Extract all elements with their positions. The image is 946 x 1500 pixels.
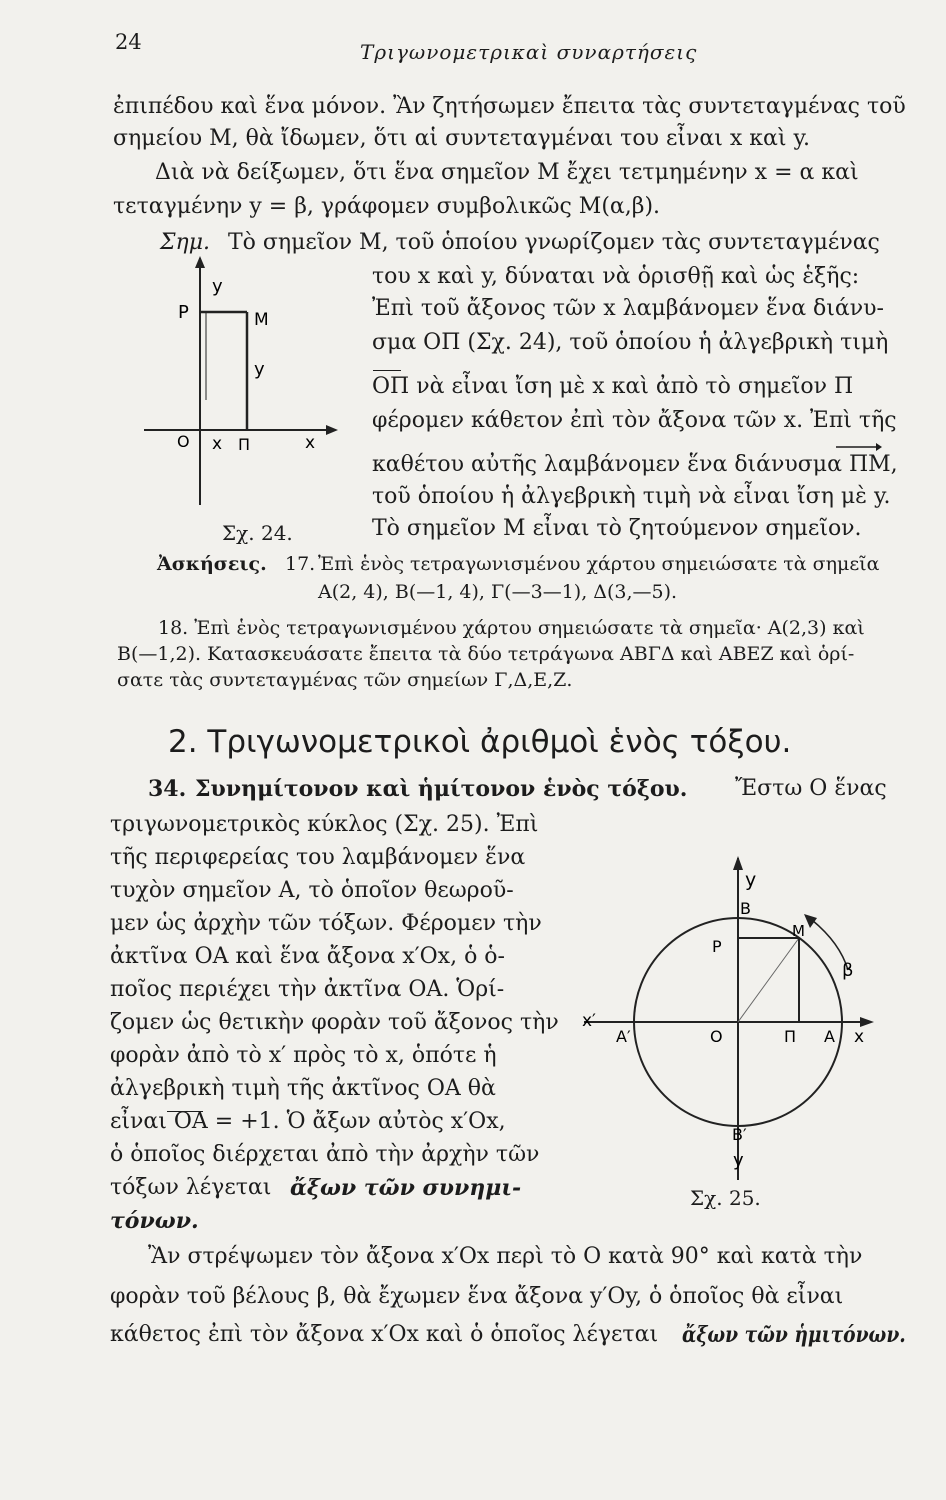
text-line: σημείου Μ, θὰ ἴδωμεν, ὅτι αἱ συντεταγμέναι του εἶναι x καὶ y. (113, 126, 810, 151)
note-first-line: Τὸ σημεῖον Μ, τοῦ ὁποίου γνωρίζομεν τὰς συντεταγμένας (228, 230, 880, 255)
text-line: ἀκτῖνα ΟΑ καὶ ἕνα ἄξονα x′Οx, ὁ ὁ- (110, 944, 505, 969)
text-line: Διὰ νὰ δείξωμεν, ὅτι ἕνα σημεῖον Μ ἔχει τετμημένην x = α καὶ (155, 160, 859, 185)
fig24-label-x-axis: x (305, 433, 316, 453)
text-line: φέρομεν κάθετον ἐπὶ τὸν ἄξονα τῶν x. Ἐπὶ τῆς (372, 408, 897, 433)
fig25-label-beta: β (842, 960, 854, 981)
running-title: Τριγωνομετρικαὶ συναρτήσεις (360, 40, 698, 64)
fig25-label-Pi: Π (784, 1027, 797, 1046)
fig25-label-O: O (710, 1027, 723, 1046)
note-label: Σημ. (160, 230, 211, 255)
text-line: ὁ ὁποῖος διέρχεται ἀπὸ τὴν ἀρχὴν τῶν (110, 1142, 540, 1167)
overline-op (373, 370, 401, 371)
text-line: τῆς περιφερείας του λαμβάνομεν ἕνα (110, 845, 526, 870)
fig25-label-y: y (745, 869, 757, 891)
axis-name-cosines: ἄξων τῶν συνημι- (290, 1175, 522, 1201)
fig25-label-B-prime: B′ (732, 1125, 747, 1144)
fig25-label-x: x (854, 1027, 865, 1047)
closing-line: Ἂν στρέψωμεν τὸν ἄξονα x′Οx περὶ τὸ Ο κατὰ 90° καὶ κατὰ τὴν (148, 1244, 863, 1269)
fig25-label-P: P (712, 937, 722, 956)
exercise-18-line: 18. Ἐπὶ ἑνὸς τετραγωνισμένου χάρτου σημειώσατε τὰ σημεῖα· Α(2,3) καὶ (158, 617, 865, 639)
text-line: τριγωνομετρικὸς κύκλος (Σχ. 25). Ἐπὶ (110, 812, 539, 837)
text-line: του x καὶ y, δύναται νὰ ὁρισθῇ καὶ ὡς ἑξῆς: (372, 264, 860, 289)
fig24-label-Pi: Π (238, 435, 251, 454)
text-line: μεν ὡς ἀρχὴν τῶν τόξων. Φέρομεν τὴν (110, 911, 542, 936)
overline-oa (167, 1111, 203, 1112)
fig25-label-x-prime: x′ (582, 1011, 596, 1031)
page-number: 24 (115, 30, 142, 54)
fig24-y-arrow (195, 256, 205, 268)
text-line: εἶναι ΟΑ = +1. Ὁ ἄξων αὐτὸς x′Οx, (110, 1109, 506, 1134)
exercise-17-text: Ἐπὶ ἑνὸς τετραγωνισμένου χάρτου σημειώσατε τὰ σημεῖα (318, 553, 880, 575)
fig25-label-M: M (792, 922, 805, 940)
fig24-label-O: O (177, 432, 190, 451)
vector-arrow-pm (832, 438, 882, 452)
axis-name-end: τόνων. (110, 1208, 199, 1234)
fig25-x-arrow (860, 1017, 874, 1027)
exercise-17-points: Α(2, 4), Β(—1, 4), Γ(—3—1), Δ(3,—5). (318, 581, 678, 603)
text-line: ζομεν ὡς θετικὴν φορὰν τοῦ ἄξονος τὴν (110, 1010, 559, 1035)
text-line: ἀλγεβρικὴ τιμὴ τῆς ἀκτῖνος ΟΑ θὰ (110, 1076, 496, 1101)
text-line: Ἐπὶ τοῦ ἄξονος τῶν x λαμβάνομεν ἕνα διάνυ- (372, 296, 884, 321)
axis-line-start: τόξων λέγεται (110, 1175, 272, 1200)
text-line: καθέτου αὐτῆς λαμβάνομεν ἕνα διάνυσμα ΠΜ, (372, 452, 898, 477)
text-line: ποῖος περιέχει τὴν ἀκτῖνα ΟΑ. Ὁρί- (110, 977, 505, 1002)
text-line: τεταγμένην y = β, γράφομεν συμβολικῶς Μ(α,β). (113, 194, 661, 219)
fig25-label-A: A (824, 1027, 835, 1046)
text-line: ἐπιπέδου καὶ ἕνα μόνον. Ἂν ζητήσωμεν ἔπειτα τὰς συντεταγμένας τοῦ (113, 94, 906, 119)
fig24-x-arrow (326, 425, 338, 435)
text-line: ΟΠ νὰ εἶναι ἴση μὲ x καὶ ἀπὸ τὸ σημεῖον Π (372, 374, 854, 399)
text-line: φορὰν ἀπὸ τὸ x′ πρὸς τὸ x, ὁπότε ἡ (110, 1043, 497, 1068)
text-line: σμα ΟΠ (Σχ. 24), τοῦ ὁποίου ἡ ἀλγεβρικὴ τιμὴ (372, 330, 889, 355)
fig25-y-arrow (733, 856, 743, 870)
fig25-radius-om (738, 938, 799, 1022)
fig24-label-P: P (178, 302, 189, 323)
article-title: Συνημίτονον καὶ ἡμίτονον ἑνὸς τόξου. (195, 776, 688, 802)
text-line: τοῦ ὁποίου ἡ ἀλγεβρικὴ τιμὴ νὰ εἶναι ἴση μὲ y. (372, 484, 891, 509)
article-number: 34. (148, 776, 187, 802)
exercise-18-line: Β(—1,2). Κατασκευάσατε ἔπειτα τὰ δύο τετράγωνα ΑΒΓΔ καὶ ΑΒΕΖ καὶ ὁρί- (117, 643, 855, 665)
section-title: 2. Τριγωνομετρικοὶ ἀριθμοὶ ἑνὸς τόξου. (168, 724, 792, 760)
fig25-label-B: B (740, 899, 751, 918)
figure-25 (572, 848, 882, 1208)
final-line-start: κάθετος ἐπὶ τὸν ἄξονα x′Οx καὶ ὁ ὁποῖος λέγεται (110, 1322, 659, 1347)
exercises-label: Ἀσκήσεις. (157, 553, 267, 575)
fig25-arc-arrowhead (804, 914, 817, 928)
fig24-label-x-segment: x (212, 434, 223, 454)
axis-name-sines: ἄξων τῶν ἡμιτόνων. (682, 1322, 906, 1348)
figure-24 (140, 250, 350, 510)
fig25-caption: Σχ. 25. (690, 1186, 761, 1210)
text-line: Τὸ σημεῖον Μ εἶναι τὸ ζητούμενον σημεῖον. (372, 516, 862, 541)
closing-line: φορὰν τοῦ βέλους β, θὰ ἔχωμεν ἕνα ἄξονα y′Οy, ὁ ὁποῖος θὰ εἶναι (110, 1284, 844, 1309)
fig24-label-y-segment: y (254, 359, 265, 380)
fig25-label-y-prime: y (733, 1150, 744, 1171)
fig24-label-y-axis: y (212, 276, 223, 297)
fig25-label-A-prime: A′ (616, 1027, 631, 1046)
fig24-label-M: M (254, 310, 269, 330)
article-first-line-rest: Ἔστω Ο ἕνας (735, 776, 887, 801)
exercise-17-number: 17. (285, 553, 316, 575)
fig24-caption: Σχ. 24. (222, 521, 293, 545)
text-line: τυχὸν σημεῖον Α, τὸ ὁποῖον θεωροῦ- (110, 878, 514, 903)
exercise-18-line: σατε τὰς συντεταγμένας τῶν σημείων Γ,Δ,Ε,Ζ. (117, 669, 573, 691)
